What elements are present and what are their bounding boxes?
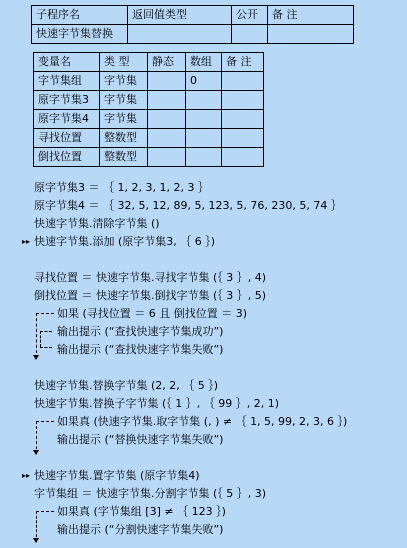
var-name[interactable]: 原字节集3	[34, 91, 100, 110]
header-remark: 备 注	[268, 6, 354, 25]
variable-header-row	[34, 53, 264, 72]
flow-arrow-icon	[33, 355, 39, 360]
var-type[interactable]: 整数型	[100, 129, 148, 148]
var-remark[interactable]	[222, 72, 264, 91]
flow-arrow-icon	[33, 450, 39, 455]
flow-connector	[40, 331, 52, 332]
flow-connector	[36, 421, 37, 449]
var-remark[interactable]	[222, 110, 264, 129]
var-type[interactable]: 整数型	[100, 148, 148, 167]
code-line[interactable]: 如果 (寻找位置 ＝ 6 且 倒找位置 ＝ 3)	[57, 307, 248, 320]
var-col-static: 静态	[148, 53, 186, 72]
code-line[interactable]: 输出提示 (“查找快速字节集失败”)	[57, 343, 224, 356]
code-line[interactable]: 字节集组 ＝ 快速字节集.分割字节集 (｛ 5 ｝, 3)	[34, 487, 267, 500]
variable-table	[33, 52, 264, 167]
header-public: 公开	[232, 6, 268, 25]
flow-connector	[36, 313, 37, 353]
var-static[interactable]	[148, 110, 186, 129]
double-arrow-right-icon: ▸▸	[22, 237, 31, 246]
var-static[interactable]	[148, 148, 186, 167]
flow-arrow-icon	[33, 538, 39, 543]
double-arrow-right-icon: ▸▸	[22, 471, 31, 480]
var-array[interactable]	[186, 129, 222, 148]
code-line[interactable]: 输出提示 (“替换快速字节集失败”)	[57, 433, 224, 446]
code-line[interactable]: 原字节集3 ＝ ｛ 1, 2, 3, 1, 2, 3 ｝	[34, 181, 209, 194]
flow-connector	[40, 347, 52, 348]
code-line[interactable]: 快速字节集.替换子字节集 (｛ 1 ｝, ｛ 99 ｝, 2, 1)	[34, 397, 280, 410]
code-line[interactable]: 寻找位置 ＝ 快速字节集.寻找字节集 (｛ 3 ｝, 4)	[34, 271, 267, 284]
code-line[interactable]: 快速字节集.替换字节集 (2, 2, ｛ 5 ｝)	[34, 379, 219, 392]
variable-row[interactable]	[34, 72, 264, 91]
variable-row[interactable]	[34, 91, 264, 110]
var-col-type: 类 型	[100, 53, 148, 72]
flow-connector	[36, 511, 37, 537]
var-name[interactable]: 字节集组	[34, 72, 100, 91]
flow-connector	[36, 313, 54, 314]
return-type-cell[interactable]	[128, 25, 232, 44]
code-line[interactable]: 如果真 (字节集组 [3] ≠ ｛ 123 ｝)	[57, 505, 226, 518]
var-array[interactable]	[186, 110, 222, 129]
code-line[interactable]: 快速字节集.清除字节集 ()	[34, 217, 160, 230]
var-remark[interactable]	[222, 148, 264, 167]
flow-connector	[40, 331, 41, 347]
header-return-type: 返回值类型	[128, 6, 232, 25]
code-line[interactable]: 输出提示 (“查找快速字节集成功”)	[57, 325, 224, 338]
var-name[interactable]: 寻找位置	[34, 129, 100, 148]
var-array[interactable]: 0	[186, 72, 222, 91]
code-line[interactable]: 快速字节集.置字节集 (原字节集4)	[34, 469, 200, 482]
var-static[interactable]	[148, 72, 186, 91]
var-array[interactable]	[186, 148, 222, 167]
code-line[interactable]: 快速字节集.添加 (原字节集3, ｛ 6 ｝)	[34, 235, 216, 248]
code-line[interactable]: 如果真 (快速字节集.取字节集 (, ) ≠ ｛ 1, 5, 99, 2, 3, 6 ｝)	[57, 415, 348, 428]
header-sub-name: 子程序名	[32, 6, 128, 25]
flow-connector	[36, 421, 54, 422]
var-name[interactable]: 倒找位置	[34, 148, 100, 167]
subroutine-table	[31, 5, 354, 44]
flow-connector	[36, 511, 54, 512]
var-name[interactable]: 原字节集4	[34, 110, 100, 129]
variable-row[interactable]	[34, 129, 264, 148]
var-remark[interactable]	[222, 129, 264, 148]
var-static[interactable]	[148, 129, 186, 148]
var-static[interactable]	[148, 91, 186, 110]
code-line[interactable]: 输出提示 (“分割快速字节集失败”)	[57, 523, 224, 536]
code-line[interactable]: 倒找位置 ＝ 快速字节集.倒找字节集 (｛ 3 ｝, 5)	[34, 289, 267, 302]
var-type[interactable]: 字节集	[100, 72, 148, 91]
variable-row[interactable]	[34, 148, 264, 167]
var-type[interactable]: 字节集	[100, 91, 148, 110]
subroutine-row[interactable]	[32, 25, 354, 44]
var-remark[interactable]	[222, 91, 264, 110]
var-type[interactable]: 字节集	[100, 110, 148, 129]
subroutine-header-row	[32, 6, 354, 25]
variable-row[interactable]	[34, 110, 264, 129]
var-col-remark: 备 注	[222, 53, 264, 72]
remark-cell[interactable]	[268, 25, 354, 44]
var-col-name: 变量名	[34, 53, 100, 72]
sub-name-cell[interactable]: 快速字节集替换	[32, 25, 128, 44]
public-cell[interactable]	[232, 25, 268, 44]
var-array[interactable]	[186, 91, 222, 110]
var-col-array: 数组	[186, 53, 222, 72]
code-line[interactable]: 原字节集4 ＝ ｛ 32, 5, 12, 89, 5, 123, 5, 76, 230, 5, 74 ｝	[34, 199, 342, 212]
